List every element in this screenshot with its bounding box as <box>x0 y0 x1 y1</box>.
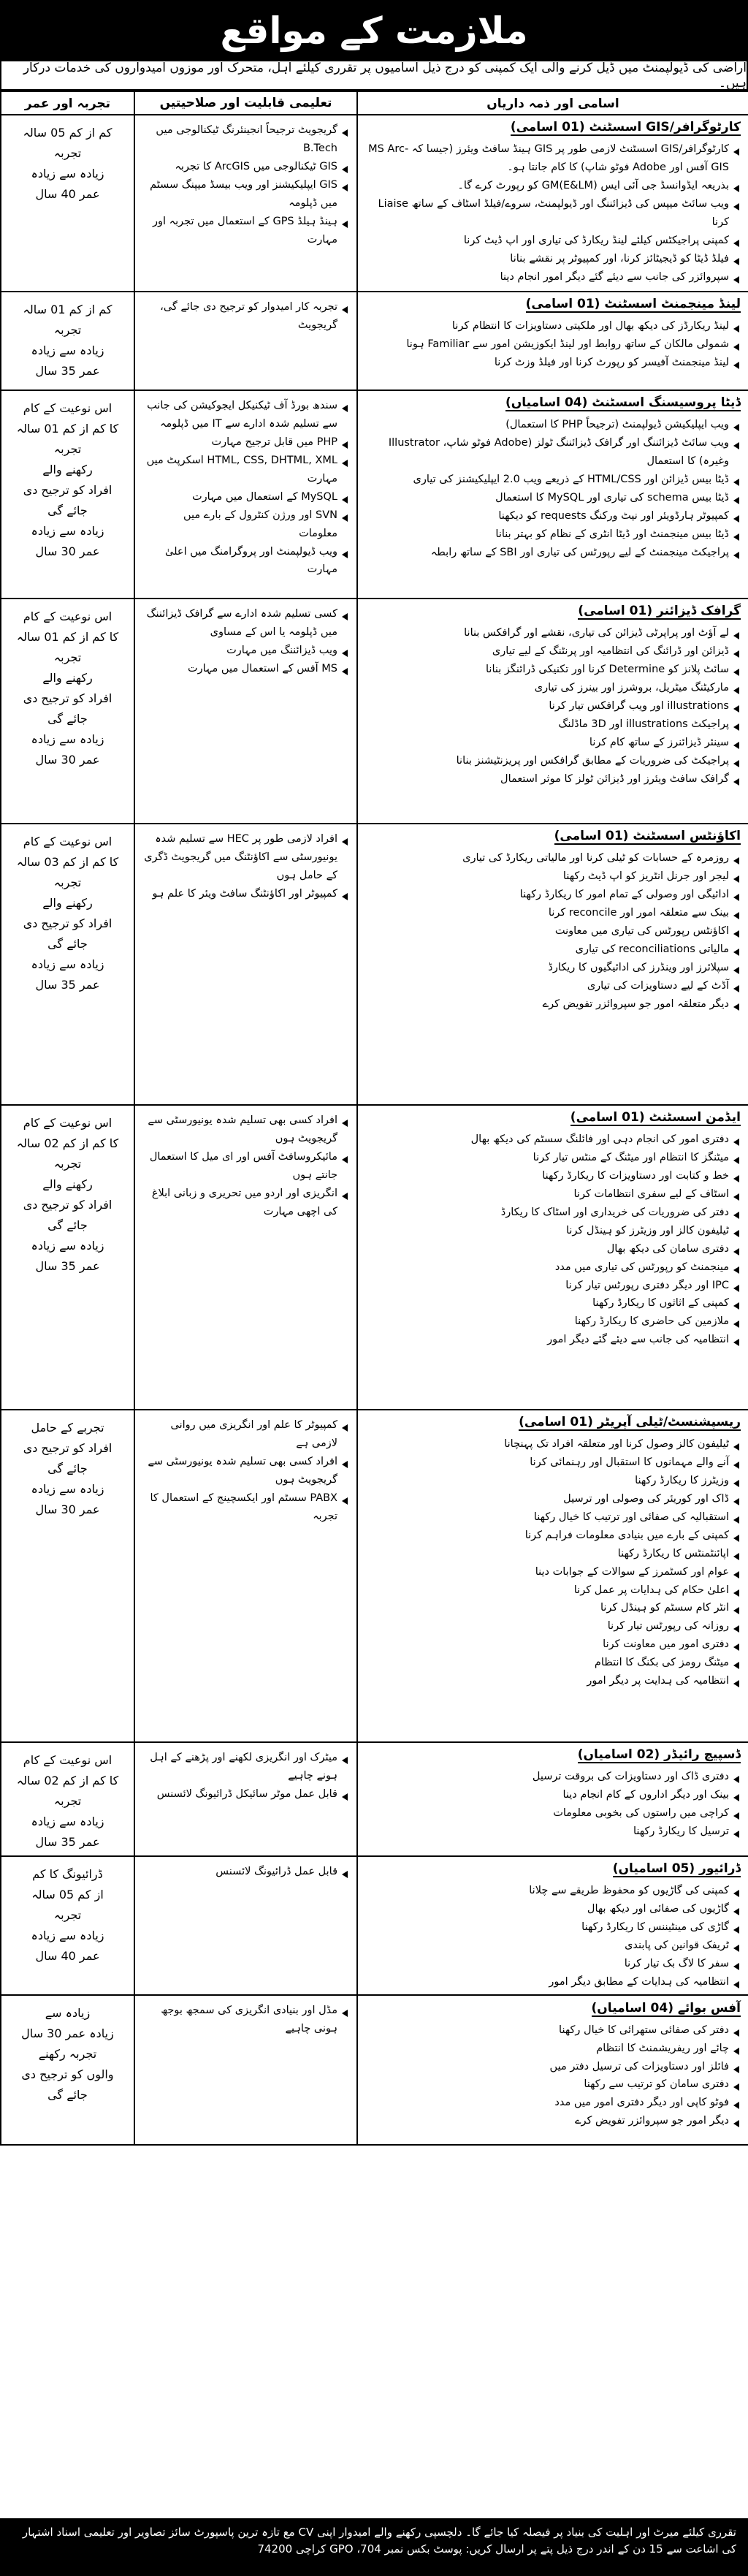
job-experience-line: جائے گی <box>47 2087 88 2102</box>
job-duty-list <box>365 1768 741 1841</box>
job-qualification-item: PHP میں قابل ترجیح مہارت <box>142 433 349 452</box>
job-experience-cell <box>1 292 134 390</box>
job-row <box>1 292 748 390</box>
job-duty-item: دفتری سامان کو ترتیب سے رکھنا <box>365 2075 741 2094</box>
job-experience-line: اس نوعیت کے کام <box>23 1753 112 1767</box>
job-experience-line: زیادہ عمر 30 سال <box>21 2026 114 2040</box>
job-experience-line: تجربہ رکھنے <box>38 2046 97 2061</box>
job-duty-item: دفتر کی ضروریات کی خریداری اور اسٹاک کا ریکارڈ <box>365 1204 741 1222</box>
job-qualification-item: گریجویٹ ترجیحاً انجینئرنگ ٹیکنالوجی میں B.Tech <box>142 121 349 158</box>
job-qualification-list <box>142 121 349 249</box>
job-experience-line: افراد کو ترجیح دی جائے گی <box>23 483 112 517</box>
job-experience-line: کا کم از کم 02 سالہ تجربہ <box>16 1774 119 1808</box>
job-qualification-cell <box>134 824 357 1105</box>
job-duty-item: دیگر متعلقہ امور جو سپروائزر تفویض کرے <box>365 995 741 1014</box>
job-duty-item: آڈٹ کے لیے دستاویزات کی تیاری <box>365 977 741 995</box>
job-qualification-item: ہینڈ ہیلڈ GPS کے استعمال میں تجربہ اور مہارت <box>142 213 349 249</box>
job-qualification-list <box>142 397 349 579</box>
job-qualification-cell <box>134 1856 357 1995</box>
job-qualification-item: کمپیوٹر اور اکاؤنٹنگ سافٹ ویئر کا علم ہو <box>142 885 349 903</box>
job-duty-item: ملازمین کی حاضری کا ریکارڈ رکھنا <box>365 1312 741 1331</box>
job-qualification-item: قابل عمل ڈرائیونگ لائسنس <box>142 1863 349 1881</box>
job-experience-line: جائے گی <box>47 1462 88 1475</box>
job-experience-cell <box>1 599 134 824</box>
job-qualification-item: MS آفس کے استعمال میں مہارت <box>142 660 349 678</box>
job-experience-line: از کم 05 سالہ <box>31 1888 104 1901</box>
job-experience-cell <box>1 1742 134 1856</box>
table-header-row <box>1 91 748 115</box>
job-title: کارٹوگرافر/GIS اسسٹنٹ (01 اسامی) <box>510 120 741 134</box>
job-duties-cell <box>357 1105 748 1410</box>
job-row <box>1 1995 748 2145</box>
job-qualification-cell <box>134 390 357 599</box>
job-title: ڈرائیور (05 اسامیاں) <box>612 1861 741 1876</box>
job-qualification-list <box>142 1416 349 1526</box>
job-experience-line: افراد کو ترجیح دی <box>23 1441 112 1455</box>
job-duty-item: کمپنی پراجیکٹس کیلئے لینڈ ریکارڈ کی تیاری اور اپ ڈیٹ کرنا <box>365 232 741 250</box>
job-qualification-list <box>142 1112 349 1221</box>
job-duty-item: بینک سے متعلقہ امور اور reconcile کرنا <box>365 904 741 922</box>
job-duty-item: سفر کا لاگ بک تیار کرنا <box>365 1955 741 1973</box>
job-duty-item: کارٹوگرافر/GIS اسسٹنٹ لازمی طور پر GIS ہینڈ سافٹ ویئرز (جیسا کہ MS Arc-GIS آفس اور Adobe فوٹو شاپ) کا کام جانتا ہو۔ <box>365 140 741 177</box>
job-qualification-cell <box>134 599 357 824</box>
job-qualification-item: GIS ٹیکنالوجی میں ArcGIS کا تجربہ <box>142 158 349 176</box>
job-experience-cell <box>1 1410 134 1742</box>
job-duty-item: انٹر کام سسٹم کو ہینڈل کرنا <box>365 1599 741 1617</box>
job-experience-line: زیادہ سے زیادہ <box>31 343 104 357</box>
job-duty-item: مالیاتی reconciliations کی تیاری <box>365 941 741 959</box>
job-duty-item: اپائنٹمنٹس کا ریکارڈ رکھنا <box>365 1545 741 1563</box>
job-experience-cell <box>1 824 134 1105</box>
job-qualification-item: قابل عمل موٹر سائیکل ڈرائیونگ لائسنس <box>142 1785 349 1804</box>
job-duties-cell <box>357 292 748 390</box>
job-duty-list <box>365 317 741 372</box>
job-qualification-item: MySQL کے استعمال میں مہارت <box>142 488 349 506</box>
job-row <box>1 824 748 1105</box>
job-qualification-list <box>142 1749 349 1804</box>
job-qualification-item: SVN اور ورژن کنٹرول کے بارے میں معلومات <box>142 506 349 543</box>
job-qualification-item: افراد لازمی طور پر HEC سے تسلیم شدہ یونیورسٹی سے اکاؤنٹنگ میں گریجویٹ ڈگری کے حامل ہوں <box>142 830 349 885</box>
job-experience-line: تجربہ <box>53 323 82 337</box>
job-title: ڈسپیچ رائیڈر (02 اسامیاں) <box>577 1747 741 1762</box>
job-duty-item: ویب ایپلیکیشن ڈیولپمنٹ (ترجیحاً PHP کا استعمال) <box>365 416 741 434</box>
job-experience-line: زیادہ سے زیادہ <box>31 957 104 971</box>
job-duties-cell <box>357 115 748 292</box>
job-qualification-item: HTML, CSS, DHTML, XML اسکرپٹ میں مہارت <box>142 452 349 488</box>
job-duty-item: دفتر کی صفائی ستھرائی کا خیال رکھنا <box>365 2021 741 2040</box>
job-row <box>1 115 748 292</box>
job-duty-list <box>365 1131 741 1349</box>
job-duty-item: شمولی مالکان کے ساتھ روابط اور لینڈ ایکوزیشن امور سے Familiar ہونا <box>365 335 741 354</box>
job-experience-line: کا کم از کم 01 سالہ تجربہ <box>16 422 119 456</box>
job-experience-line: زیادہ سے زیادہ <box>31 524 104 538</box>
header-qualification: تعلیمی قابلیت اور صلاحیتیں <box>134 91 357 115</box>
job-experience-cell <box>1 115 134 292</box>
job-duty-item: illustrations اور ویب گرافکس تیار کرنا <box>365 697 741 715</box>
job-duty-item: سائٹ پلانز کو Determine کرنا اور تکنیکی ڈرائنگز بنانا <box>365 661 741 679</box>
job-experience-line: کم از کم 05 سالہ <box>23 126 112 140</box>
job-duty-list <box>365 2021 741 2131</box>
job-duty-item: ڈاک اور کوریئر کی وصولی اور ترسیل <box>365 1490 741 1508</box>
intro-text: اراضی کی ڈیولپمنٹ میں ڈیل کرنے والی ایک کمپنی کو درج ذیل اسامیوں پر تقرری کیلئے اہل، متحرک اور موزوں امیدواروں کی خدمات درکار ہیں۔ <box>0 61 748 91</box>
job-experience-line: تجربے کے حامل <box>31 1421 104 1435</box>
job-row <box>1 599 748 824</box>
job-experience-line: تجربہ <box>53 1908 82 1922</box>
job-duty-item: اعلیٰ حکام کی ہدایات پر عمل کرنا <box>365 1581 741 1600</box>
job-row <box>1 1105 748 1410</box>
job-duty-item: اکاؤنٹس رپورٹس کی تیاری میں معاونت <box>365 922 741 941</box>
job-duties-cell <box>357 1742 748 1856</box>
job-duty-item: میٹنگ رومز کی بکنگ کا انتظام <box>365 1654 741 1672</box>
job-experience-line: زیادہ سے زیادہ <box>31 732 104 746</box>
job-duty-item: مارکیٹنگ میٹریل، بروشرز اور بینرز کی تیاری <box>365 679 741 697</box>
header-duties: اسامی اور ذمہ داریاں <box>357 91 748 115</box>
job-duty-item: عوام اور کسٹمرز کے سوالات کے جوابات دینا <box>365 1563 741 1581</box>
job-duty-item: ٹیلیفون کالز وصول کرنا اور متعلقہ افراد تک پہنچانا <box>365 1435 741 1454</box>
job-title: ڈیٹا پروسیسنگ اسسٹنٹ (04 اسامیاں) <box>505 395 741 410</box>
job-experience-cell <box>1 1856 134 1995</box>
job-title: اکاؤنٹس اسسٹنٹ (01 اسامی) <box>554 829 741 843</box>
job-duty-item: کمپنی کے بارے میں بنیادی معلومات فراہم کرنا <box>365 1527 741 1545</box>
job-title: گرافک ڈیزائنر (01 اسامی) <box>578 604 741 618</box>
job-duty-item: سپروائزر کی جانب سے دیئے گئے دیگر امور انجام دینا <box>365 268 741 286</box>
job-qualification-list <box>142 298 349 335</box>
job-row <box>1 1410 748 1742</box>
job-qualification-cell <box>134 1742 357 1856</box>
job-qualification-cell <box>134 1995 357 2145</box>
job-qualification-cell <box>134 1410 357 1742</box>
job-duty-item: فائلز اور دستاویزات کی ترسیل دفتر میں <box>365 2058 741 2076</box>
job-duty-item: دفتری امور میں معاونت کرنا <box>365 1635 741 1654</box>
job-duty-item: انتظامیہ کی ہدایات کے مطابق دیگر امور <box>365 1973 741 1991</box>
job-title: آفس بوائے (04 اسامیاں) <box>591 2000 741 2015</box>
job-duty-item: خط و کتابت اور دستاویزات کا ریکارڈ رکھنا <box>365 1167 741 1185</box>
job-duty-item: کمپیوٹر ہارڈویئر اور نیٹ ورکنگ requests کو دیکھنا <box>365 507 741 525</box>
job-qualification-item: ویب ڈیولپمنٹ اور پروگرامنگ میں اعلیٰ مہارت <box>142 543 349 580</box>
job-duty-item: کمپنی کے اثاثوں کا ریکارڈ رکھنا <box>365 1294 741 1312</box>
job-qualification-item: PABX سسٹم اور ایکسچینج کے استعمال کا تجربہ <box>142 1489 349 1526</box>
job-experience-line: کا کم از کم 01 سالہ تجربہ <box>16 630 119 664</box>
job-duty-item: ویب سائٹ میپس کی ڈیزائننگ اور ڈیولپمنٹ، سروے/فیلڈ اسٹاف کے ساتھ Liaise کرنا <box>365 195 741 232</box>
job-duty-item: گاڑی کی مینٹیننس کا ریکارڈ رکھنا <box>365 1918 741 1937</box>
job-experience-line: عمر 35 سال <box>35 1259 100 1273</box>
job-duty-item: کمپنی کی گاڑیوں کو محفوظ طریقے سے چلانا <box>365 1882 741 1900</box>
header-experience: تجربہ اور عمر <box>1 91 134 115</box>
job-qualification-item: سندھ بورڈ آف ٹیکنیکل ایجوکیشن کی جانب سے تسلیم شدہ ادارے سے IT میں ڈپلومہ <box>142 397 349 433</box>
job-duties-cell <box>357 824 748 1105</box>
job-experience-line: اس نوعیت کے کام <box>23 1116 112 1130</box>
job-experience-line: زیادہ سے زیادہ <box>31 1482 104 1496</box>
job-duties-cell <box>357 1856 748 1995</box>
job-duty-item: پراجیکٹ illustrations اور 3D ماڈلنگ <box>365 715 741 734</box>
job-experience-line: زیادہ سے زیادہ <box>31 167 104 181</box>
job-duty-item: ڈیزائن اور ڈرائنگ کی انتظامیہ اور پرنٹنگ کے لیے تیاری <box>365 642 741 661</box>
job-duties-cell <box>357 390 748 599</box>
job-duty-item: کراچی میں راستوں کی بخوبی معلومات <box>365 1804 741 1823</box>
job-qualification-item: میٹرک اور انگریزی لکھنے اور پڑھنے کے اہل ہونے چاہیے <box>142 1749 349 1785</box>
job-duty-item: ٹریفک قوانین کی پابندی <box>365 1937 741 1955</box>
job-experience-line: کم از کم 01 سالہ <box>23 303 112 316</box>
job-experience-cell <box>1 1995 134 2145</box>
job-qualification-cell <box>134 115 357 292</box>
job-experience-line: عمر 30 سال <box>35 1502 100 1516</box>
job-experience-line: ڈرائیونگ کا کم <box>32 1867 103 1881</box>
job-title: ریسپشنسٹ/ٹیلی آپریٹر (01 اسامی) <box>519 1415 741 1429</box>
job-experience-line: اس نوعیت کے کام <box>23 401 112 415</box>
job-qualification-item: افراد کسی بھی تسلیم شدہ یونیورسٹی سے گریجویٹ ہوں <box>142 1453 349 1489</box>
job-qualification-item: کسی تسلیم شدہ ادارے سے گرافک ڈیزائننگ میں ڈپلومہ یا اس کے مساوی <box>142 605 349 642</box>
job-experience-line: عمر 35 سال <box>35 1835 100 1849</box>
job-qualification-item: GIS ایپلیکیشنز اور ویب بیسڈ میپنگ سسٹم میں ڈپلومہ <box>142 176 349 213</box>
job-duty-item: ڈیٹا بیس ڈیزائن اور HTML/CSS کے ذریعے ویب 2.0 ایپلیکیشنز کی تیاری <box>365 471 741 489</box>
job-duty-item: لینڈ مینجمنٹ آفیسر کو رپورٹ کرنا اور فیلڈ وزٹ کرنا <box>365 354 741 372</box>
job-duty-item: ڈیٹا بیس schema کی تیاری اور MySQL کا استعمال <box>365 489 741 507</box>
job-duty-item: لینڈ ریکارڈز کی دیکھ بھال اور ملکیتی دستاویزات کا انتظام کرنا <box>365 317 741 335</box>
job-qualification-item: انگریزی اور اردو میں تحریری و زبانی ابلاغ کی اچھی مہارت <box>142 1185 349 1221</box>
job-title: ایڈمن اسسٹنٹ (01 اسامی) <box>570 1110 741 1125</box>
job-qualification-item: مڈل اور بنیادی انگریزی کی سمجھ بوجھ ہونی چاہیے <box>142 2002 349 2038</box>
job-experience-line: عمر 40 سال <box>35 187 100 201</box>
job-duty-item: میٹنگز کا انتظام اور میٹنگ کے منٹس تیار کرنا <box>365 1149 741 1167</box>
job-duty-item: فوٹو کاپی اور دیگر دفتری امور میں مدد <box>365 2094 741 2112</box>
job-qualification-list <box>142 605 349 678</box>
job-qualification-list <box>142 830 349 903</box>
job-experience-line: اس نوعیت کے کام <box>23 609 112 623</box>
jobs-table <box>0 91 748 2146</box>
job-experience-line: افراد کو ترجیح دی جائے گی <box>23 691 112 726</box>
job-experience-line: رکھنے والے <box>42 1177 93 1191</box>
job-qualification-item: تجربہ کار امیدوار کو ترجیح دی جائے گی، گریجویٹ <box>142 298 349 335</box>
job-duty-item: اسٹاف کے لیے سفری انتظامات کرنا <box>365 1185 741 1204</box>
job-experience-line: عمر 30 سال <box>35 753 100 767</box>
job-duty-item: سپلائرز اور وینڈرز کی ادائیگیوں کا ریکارڈ <box>365 959 741 977</box>
job-duty-item: بذریعہ ایڈوانسڈ جی آئی ایس GM(E&LM) کو رپورٹ کرے گا۔ <box>365 177 741 195</box>
job-row <box>1 1856 748 1995</box>
job-duty-item: پراجیکٹ کی ضروریات کے مطابق گرافکس اور پریزنٹیشنز بنانا <box>365 752 741 770</box>
job-experience-line: افراد کو ترجیح دی جائے گی <box>23 916 112 951</box>
job-title: لینڈ مینجمنٹ اسسٹنٹ (01 اسامی) <box>525 297 741 311</box>
job-duty-list <box>365 140 741 286</box>
jobs-body <box>1 115 748 2145</box>
job-experience-line: رکھنے والے <box>42 671 93 685</box>
job-duties-cell <box>357 1995 748 2145</box>
job-experience-line: اس نوعیت کے کام <box>23 835 112 848</box>
footer-instructions: تقرری کیلئے میرٹ اور اہلیت کی بنیاد پر فیصلہ کیا جائے گا۔ دلچسپی رکھنے والے امیدوار اپنی CV مع تازہ ترین پاسپورٹ سائز تصاویر اور تعلیمی اسناد اشتہار کی اشاعت سے 15 دن کے اندر درج ذیل پتے پر ارسال کریں: پوسٹ بکس نمبر 704، GPO کراچی 74200 <box>0 2518 748 2576</box>
job-duty-item: گاڑیوں کی صفائی اور دیکھ بھال <box>365 1900 741 1918</box>
job-experience-line: کا کم از کم 02 سالہ تجربہ <box>16 1136 119 1171</box>
job-duty-item: بینک اور دیگر اداروں کے کام انجام دینا <box>365 1786 741 1804</box>
job-duty-list <box>365 1882 741 1991</box>
job-experience-cell <box>1 1105 134 1410</box>
job-duty-item: ادائیگی اور وصولی کے تمام امور کا ریکارڈ رکھنا <box>365 886 741 904</box>
job-qualification-item: کمپیوٹر کا علم اور انگریزی میں روانی لازمی ہے <box>142 1416 349 1453</box>
job-duty-item: سینئر ڈیزائنرز کے ساتھ کام کرنا <box>365 734 741 752</box>
job-duty-item: استقبالیہ کی صفائی اور ترتیب کا خیال رکھنا <box>365 1508 741 1527</box>
job-experience-cell <box>1 390 134 599</box>
job-qualification-item: مائیکروسافٹ آفس اور ای میل کا استعمال جانتے ہوں <box>142 1148 349 1185</box>
job-duty-item: ترسیل کا ریکارڈ رکھنا <box>365 1823 741 1841</box>
job-duty-item: ویب سائٹ ڈیزائننگ اور گرافک ڈیزائننگ ٹولز (Adobe فوٹو شاپ، Illustrator وغیرہ) کا استعمال <box>365 434 741 471</box>
job-experience-line: عمر 35 سال <box>35 364 100 378</box>
job-duty-item: گرافک سافٹ ویئرز اور ڈیزائن ٹولز کا موثر استعمال <box>365 770 741 789</box>
job-duty-item: آنے والے مہمانوں کا استقبال اور رہنمائی کرنا <box>365 1454 741 1472</box>
job-duty-item: انتظامیہ کی جانب سے دیئے گئے دیگر امور <box>365 1331 741 1349</box>
job-duty-item: روزمرہ کے حسابات کو ٹیلی کرنا اور مالیاتی ریکارڈ کی تیاری <box>365 849 741 867</box>
job-duty-item: مینجمنٹ کو رپورٹس کی تیاری میں مدد <box>365 1258 741 1277</box>
job-duty-list <box>365 624 741 788</box>
job-duty-item: ڈیٹا بیس مینجمنٹ اور ڈیٹا انٹری کے نظام کو بہتر بنانا <box>365 525 741 544</box>
job-duty-list <box>365 849 741 1013</box>
job-experience-line: زیادہ سے <box>45 2005 91 2020</box>
job-duty-item: IPC اور دیگر دفتری رپورٹس تیار کرنا <box>365 1277 741 1295</box>
job-duty-item: لے آؤٹ اور پراپرٹی ڈیزائن کی تیاری، نقشے اور گرافکس بنانا <box>365 624 741 642</box>
job-qualification-list <box>142 2002 349 2038</box>
job-row <box>1 1742 748 1856</box>
job-duty-item: پراجیکٹ مینجمنٹ کے لیے رپورٹس کی تیاری اور SBI کے ساتھ رابطہ <box>365 544 741 562</box>
job-experience-line: زیادہ سے زیادہ <box>31 1929 104 1942</box>
job-duty-item: چائے اور ریفریشمنٹ کا انتظام <box>365 2040 741 2058</box>
job-experience-line: رکھنے والے <box>42 463 93 476</box>
job-duty-item: روزانہ کی رپورٹس تیار کرنا <box>365 1617 741 1635</box>
job-duty-list <box>365 1435 741 1690</box>
job-qualification-item: افراد کسی بھی تسلیم شدہ یونیورسٹی سے گریجویٹ ہوں <box>142 1112 349 1148</box>
job-duty-item: دیگر امور جو سپروائزر تفویض کرے <box>365 2112 741 2130</box>
job-qualification-list <box>142 1863 349 1881</box>
job-experience-line: والوں کو ترجیح دی <box>21 2067 114 2081</box>
job-qualification-cell <box>134 1105 357 1410</box>
job-duties-cell <box>357 1410 748 1742</box>
job-qualification-item: ویب ڈیزائننگ میں مہارت <box>142 642 349 660</box>
job-duty-item: لیجر اور جرنل انٹریز کو اپ ڈیٹ رکھنا <box>365 867 741 886</box>
job-experience-line: زیادہ سے زیادہ <box>31 1239 104 1253</box>
job-qualification-cell <box>134 292 357 390</box>
job-duty-item: دفتری ڈاک اور دستاویزات کی بروقت ترسیل <box>365 1768 741 1786</box>
job-experience-line: زیادہ سے زیادہ <box>31 1815 104 1828</box>
ad-title: ملازمت کے مواقع <box>0 0 748 61</box>
job-experience-line: عمر 35 سال <box>35 978 100 992</box>
job-row <box>1 390 748 599</box>
job-duty-item: وزیٹرز کا ریکارڈ رکھنا <box>365 1472 741 1490</box>
job-duty-item: انتظامیہ کی ہدایت پر دیگر امور <box>365 1672 741 1690</box>
job-duty-item: ٹیلیفون کالز اور وزیٹرز کو ہینڈل کرنا <box>365 1222 741 1240</box>
job-duty-item: دفتری سامان کی دیکھ بھال <box>365 1240 741 1258</box>
job-duty-item: دفتری امور کی انجام دہی اور فائلنگ سسٹم کی دیکھ بھال <box>365 1131 741 1149</box>
job-experience-line: عمر 40 سال <box>35 1949 100 1963</box>
job-experience-line: افراد کو ترجیح دی جائے گی <box>23 1198 112 1232</box>
job-duties-cell <box>357 599 748 824</box>
job-experience-line: تجربہ <box>53 146 82 160</box>
job-duty-list <box>365 416 741 562</box>
job-duty-item: فیلڈ ڈیٹا کو ڈیجیٹائز کرنا، اور کمپیوٹر پر نقشے بنانا <box>365 250 741 268</box>
job-experience-line: رکھنے والے <box>42 896 93 910</box>
job-experience-line: کا کم از کم 03 سالہ تجربہ <box>16 855 119 889</box>
job-experience-line: عمر 30 سال <box>35 544 100 558</box>
